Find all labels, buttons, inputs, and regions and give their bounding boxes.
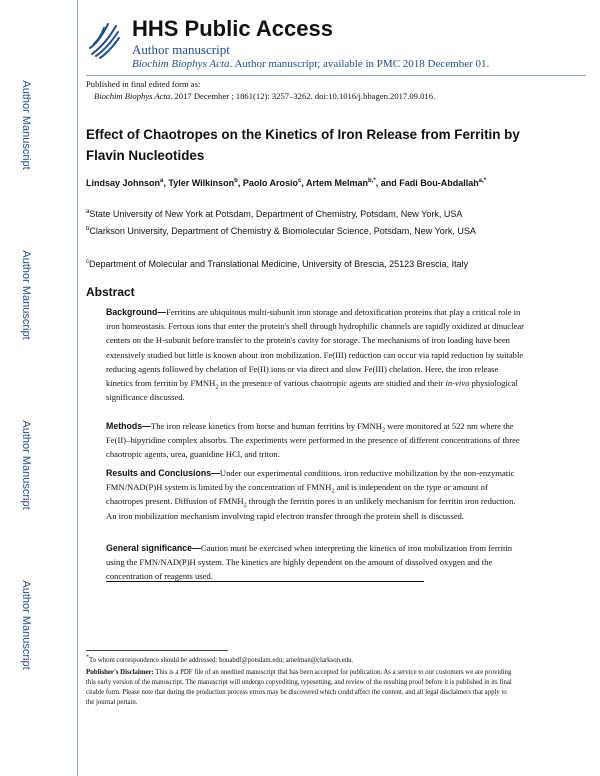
side-label: Author Manuscript bbox=[20, 580, 32, 670]
text-underline bbox=[106, 581, 424, 582]
correspondence-footnote: *To whom correspondence should be addressed: bouabdf@potsdam.edu; amelman@clarkson.edu. bbox=[86, 654, 354, 664]
header-rule bbox=[86, 75, 586, 76]
abstract-background: Background—Ferritins are ubiquitous multi-subunit iron storage and detoxification proteins that play a critical role in iron homeostasis. Ferrous ions that enter the protein's shell through hydrophilic channels are rapidly oxidized at dinuclear centers on the H-subunit before transfer to the protein's cavity for storage. The mechanisms of iron loading have been extensively studied but little is known about iron mobilization. Fe(III) reduction can occur via rapid reduction by suitable reducing agents followed by chelation of Fe(II) ions or via direct and slow Fe(III) chelation. Here, the iron release kinetics from ferritin by $FMNH_2$ in the presence of various chaotropic agents are studied and their in-vivo physiological significance discussed. bbox=[106, 307, 525, 403]
affiliation: $^c$Department of Molecular and Translational Medicine, University of Brescia, 25123 Brescia, Italy bbox=[86, 259, 469, 269]
abstract-general-significance: General significance—Caution must be exercised when interpreting the kinetics of iron mobilization from ferritin using the FMN/NAD(P)H system. The kinetics are highly dependent on the amount of dissolved oxygen and the concentration of reagents used. bbox=[106, 543, 513, 582]
availability-citation: Biochim Biophys Acta. Author manuscript; available in PMC 2018 December 01. bbox=[132, 58, 490, 70]
article-title: Effect of Chaotropes on the Kinetics of Iron Release from Ferritin by Flavin Nucleotides bbox=[86, 127, 520, 163]
author-list: Lindsay Johnson$^a$, Tyler Wilkinson$^b$, Paolo Arosio$^c$, Artem Melman$^{b,*}$, and Fadi Bou-Abdallah$^{a,*}$ bbox=[86, 178, 487, 188]
hhs-eagle-logo-icon bbox=[86, 18, 122, 62]
side-label: Author Manuscript bbox=[20, 420, 32, 510]
manuscript-label: Author manuscript bbox=[132, 42, 230, 57]
affiliation: $^b$Clarkson University, Department of Chemistry & Biomolecular Science, Potsdam, New York, USA bbox=[86, 226, 476, 236]
margin-rule bbox=[77, 0, 78, 776]
affiliation: $^a$State University of New York at Potsdam, Department of Chemistry, Potsdam, New York, USA bbox=[86, 209, 463, 219]
side-label: Author Manuscript bbox=[20, 250, 32, 340]
repository-title: HHS Public Access bbox=[132, 16, 333, 41]
publisher-disclaimer: Publisher's Disclaimer: This is a PDF file of an unedited manuscript that has been accepted for publication. As a service to our customers we are providing this early version of the manuscript. The manuscript will undergo copyediting, typesetting, and review of the resulting proof before it is published in its final citable form. Please note that during the production process errors may be discovered which could affect the content, and all legal disclaimers that apply to the journal pertain. bbox=[86, 669, 512, 706]
side-label: Author Manuscript bbox=[20, 80, 32, 170]
footnote-rule bbox=[86, 650, 228, 651]
abstract-results: Results and Conclusions—Under our experimental conditions, iron reductive mobilization by the non-enzymatic FMN/NAD(P)H system is limited by the concentration of $FMNH_2$ and is independent on the type or amount of chaotropes present. Diffusion of $FMNH_2$ through the ferritin pores is an unlikely mechanism for ferritin iron reduction. An iron mobilization mechanism involving rapid electron transfer through the protein shell is discussed. bbox=[106, 468, 516, 521]
published-info: Published in final edited form as: Biochim Biophys Acta. 2017 December ; 1861(12): 3257–3262. doi:10.1016/j.bbagen.2017.09.016. bbox=[86, 79, 436, 101]
abstract-heading: Abstract bbox=[86, 285, 135, 299]
abstract-methods: Methods—The iron release kinetics from horse and human ferritins by $FMNH_2$ were monitored at 522 nm where the Fe(II)–bipyridine complex absorbs. The experiments were performed in the presence of different concentrations of three chaotropic agents, urea, guanidine HCl, and triton. bbox=[106, 421, 520, 460]
